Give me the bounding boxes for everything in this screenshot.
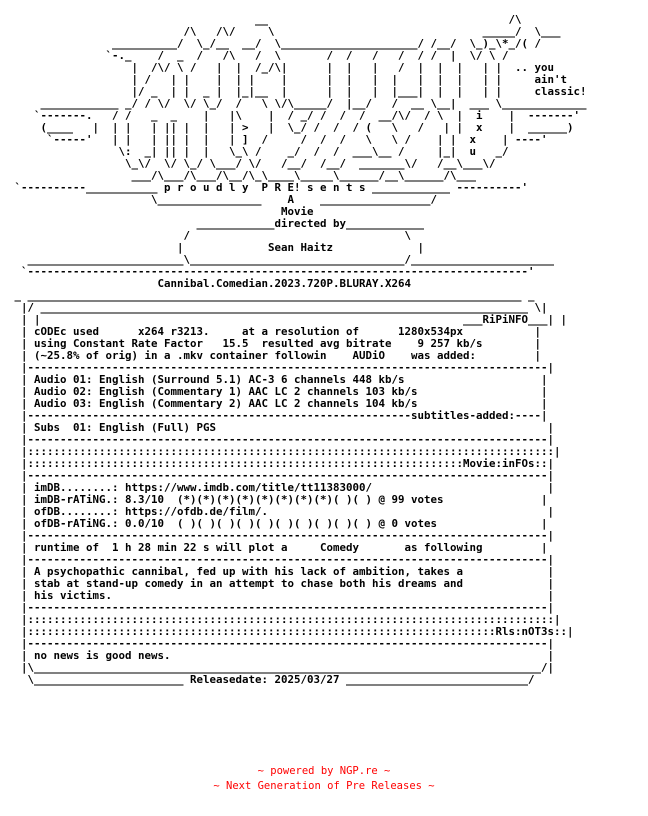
nfo-line: | Subs 01: English (Full) PGS | bbox=[8, 421, 555, 434]
nfo-line: |:::::::::::::::::::::::::::::::::::::::::::::::::::::::::::::::::::Movie:inFOs::| bbox=[8, 457, 555, 470]
nfo-line: Cannibal.Comedian.2023.720P.BLURAY.X264 bbox=[8, 277, 412, 290]
nfo-line: |--------------------------------------------------------------------------------| bbox=[8, 553, 555, 566]
footer bbox=[0, 764, 648, 794]
nfo-line: |\______________________________________________________________________________/| bbox=[8, 661, 555, 674]
footer-powered-by: ~ powered by NGP.re ~ bbox=[257, 765, 391, 777]
nfo-line: |--------------------------------------------------------------------------------| bbox=[8, 433, 555, 446]
nfo-line: | ofDB-rATiNG.: 0.0/10 ( )( )( )( )( )( )( )( )( )( ) @ 0 votes | bbox=[8, 517, 548, 530]
nfo-line: | imDB........: https://www.imdb.com/title/tt11383000/ | bbox=[8, 481, 555, 494]
nfo-line: | (~25.8% of orig) in a .mkv container followin AUDiO was added: | bbox=[8, 349, 542, 362]
nfo-line: | no news is good news. | bbox=[8, 649, 555, 662]
nfo-line: ___/\___/\___/\__/\_\____\_____\______/__\______/\___ bbox=[8, 169, 477, 182]
nfo-line: |--------------------------------------------------------------------------------| bbox=[8, 469, 555, 482]
nfo-line: | cODEc used x264 r3213. at a resolution of 1280x534px | bbox=[8, 325, 542, 338]
nfo-line: \: _| || | | \_\ / _/ / / ___\__ / |_| u _/ bbox=[8, 145, 509, 158]
nfo-line: | runtime of 1 h 28 min 22 s will plot a Comedy as following | bbox=[8, 541, 548, 554]
nfo-line: /\ /\/ \ _____/ \___ bbox=[8, 25, 561, 38]
nfo-line: | stab at stand-up comedy in an attempt to chase both his dreams and | bbox=[8, 577, 555, 590]
nfo-line: `-------. / / _ _ | |\ | / _/ / / / __/\/ / \ | i | -------' bbox=[8, 109, 581, 122]
nfo-line: |-----------------------------------------------------------subtitles-added:----| bbox=[8, 409, 548, 422]
nfo-line: |:::::::::::::::::::::::::::::::::::::::::::::::::::::::::::::::::::::::::::::::::| bbox=[8, 613, 561, 626]
nfo-line: | using Constant Rate Factor 15.5 resulted avg bitrate 9 257 kb/s | bbox=[8, 337, 542, 350]
nfo-line: \_\/ \/ \_/ \___/ \/ /__/ /__/ _______\/ /__\___\/ bbox=[8, 157, 496, 170]
nfo-line: __ /\ bbox=[8, 13, 522, 26]
nfo-line: |--------------------------------------------------------------------------------| bbox=[8, 601, 555, 614]
nfo-line: |--------------------------------------------------------------------------------| bbox=[8, 637, 555, 650]
nfo-line: (____ | | | | || | | | > | \_/ / / / ( \ / | | x | ______) bbox=[8, 121, 574, 134]
nfo-line: |/ ___________________________________________________________________________ \| bbox=[8, 301, 548, 314]
nfo-line: \_______________________ Releasedate: 2025/03/27 ____________________________/ bbox=[8, 673, 535, 686]
nfo-line: ________________________\_________________________________/______________________ bbox=[8, 253, 555, 266]
nfo-line: | Audio 03: English (Commentary 2) AAC LC 2 channels 104 kb/s | bbox=[8, 397, 548, 410]
footer-next-generation: ~ Next Generation of Pre Releases ~ bbox=[213, 780, 435, 792]
nfo-line: `----------___________ p r o u d l y P R E! s e n t s ____________ ----------' bbox=[8, 181, 529, 194]
nfo-line: | his victims. | bbox=[8, 589, 555, 602]
nfo-line: | A psychopathic cannibal, fed up with his lack of ambition, takes a | bbox=[8, 565, 555, 578]
nfo-line: | Audio 02: English (Commentary 1) AAC LC 2 channels 103 kb/s | bbox=[8, 385, 548, 398]
nfo-line: ____________directed by____________ bbox=[8, 217, 425, 230]
nfo-line: |/ _ | | _ | |_|__ | | | | |___| | | | | classic! bbox=[8, 85, 587, 98]
nfo-line: _ ____________________________________________________________________________ _ bbox=[8, 289, 535, 302]
nfo-line: `-._ / _ / /\ / \ / / / / / / | \/ \ / bbox=[8, 49, 509, 62]
nfo-line: |::::::::::::::::::::::::::::::::::::::::::::::::::::::::::::::::::::::::Rls:nOT3s::| bbox=[8, 625, 574, 638]
nfo-line: |--------------------------------------------------------------------------------| bbox=[8, 529, 555, 542]
nfo-line: / \ bbox=[8, 229, 412, 242]
nfo-line: | imDB-rATiNG.: 8.3/10 (*)(*)(*)(*)(*)(*)(*)(*)( )( ) @ 99 votes | bbox=[8, 493, 548, 506]
nfo-line: __________/ \_/__ __/ \_____________________/ /__/ \_)_\*_/( / bbox=[8, 37, 542, 50]
nfo-line: Movie bbox=[8, 205, 314, 218]
nfo-text-block bbox=[8, 14, 587, 686]
nfo-line: \________________ A _________________/ bbox=[8, 193, 438, 206]
nfo-line: | Audio 01: English (Surround 5.1) AC-3 6 channels 448 kb/s | bbox=[8, 373, 548, 386]
nfo-line: |:::::::::::::::::::::::::::::::::::::::::::::::::::::::::::::::::::::::::::::::::| bbox=[8, 445, 561, 458]
nfo-line: |--------------------------------------------------------------------------------| bbox=[8, 361, 555, 374]
nfo-line: | /\/ \ / | | /_/\| | | | / | | | | | .. you bbox=[8, 61, 555, 74]
nfo-line: `-----------------------------------------------------------------------------' bbox=[8, 265, 535, 278]
nfo-line: | / | | | | | | | | | | | | | | | ain't bbox=[8, 73, 568, 86]
nfo-line: | ofDB........: https://ofdb.de/film/. | bbox=[8, 505, 555, 518]
nfo-line: | Sean Haitz | bbox=[8, 241, 425, 254]
nfo-line: `-----' | | | || | | | ] / / / / \ \ / | | x | ----' bbox=[8, 133, 548, 146]
nfo-line: | | ___RiPiNFO___| | bbox=[8, 313, 568, 326]
nfo-line: ____________ _/ / \/ \/ \_/ / \ \/\_____/ |__/ / __ \__| ___ \_____________ bbox=[8, 97, 587, 110]
